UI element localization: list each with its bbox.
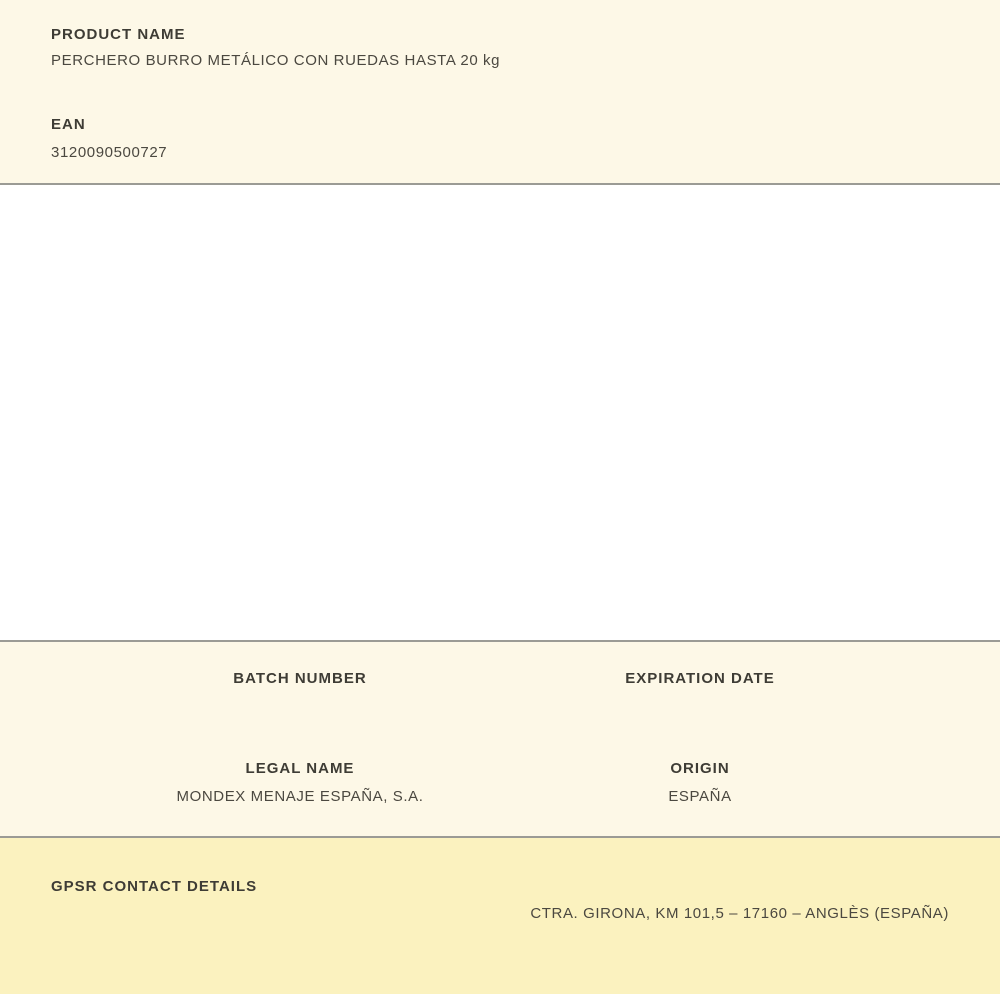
legal-name-label: LEGAL NAME: [245, 760, 355, 777]
product-name-label: PRODUCT NAME: [51, 26, 186, 43]
product-header-section: [0, 0, 1000, 185]
gpsr-contact-address: CTRA. GIRONA, KM 101,5 – 17160 – ANGLÈS (ESPAÑA): [530, 905, 949, 922]
product-name-field: [51, 26, 949, 70]
gpsr-contact-section: [0, 838, 1000, 994]
ean-label: EAN: [51, 116, 86, 133]
ean-field: [51, 116, 949, 162]
expiration-date-field: [500, 670, 900, 760]
batch-number-field: [100, 670, 500, 760]
batch-number-label: BATCH NUMBER: [233, 670, 367, 687]
origin-field: [500, 760, 900, 836]
expiration-date-label: EXPIRATION DATE: [625, 670, 775, 687]
ean-value: 3120090500727: [51, 144, 168, 161]
product-name-value: PERCHERO BURRO METÁLICO CON RUEDAS HASTA 20 kg: [51, 52, 501, 69]
product-image-area: [0, 185, 1000, 642]
batch-info-section: [0, 642, 1000, 838]
legal-name-value: MONDEX MENAJE ESPAÑA, S.A.: [176, 788, 424, 805]
origin-value: ESPAÑA: [668, 788, 732, 805]
gpsr-contact-label: GPSR CONTACT DETAILS: [51, 878, 258, 895]
origin-label: ORIGIN: [670, 760, 730, 777]
legal-name-field: [100, 760, 500, 836]
